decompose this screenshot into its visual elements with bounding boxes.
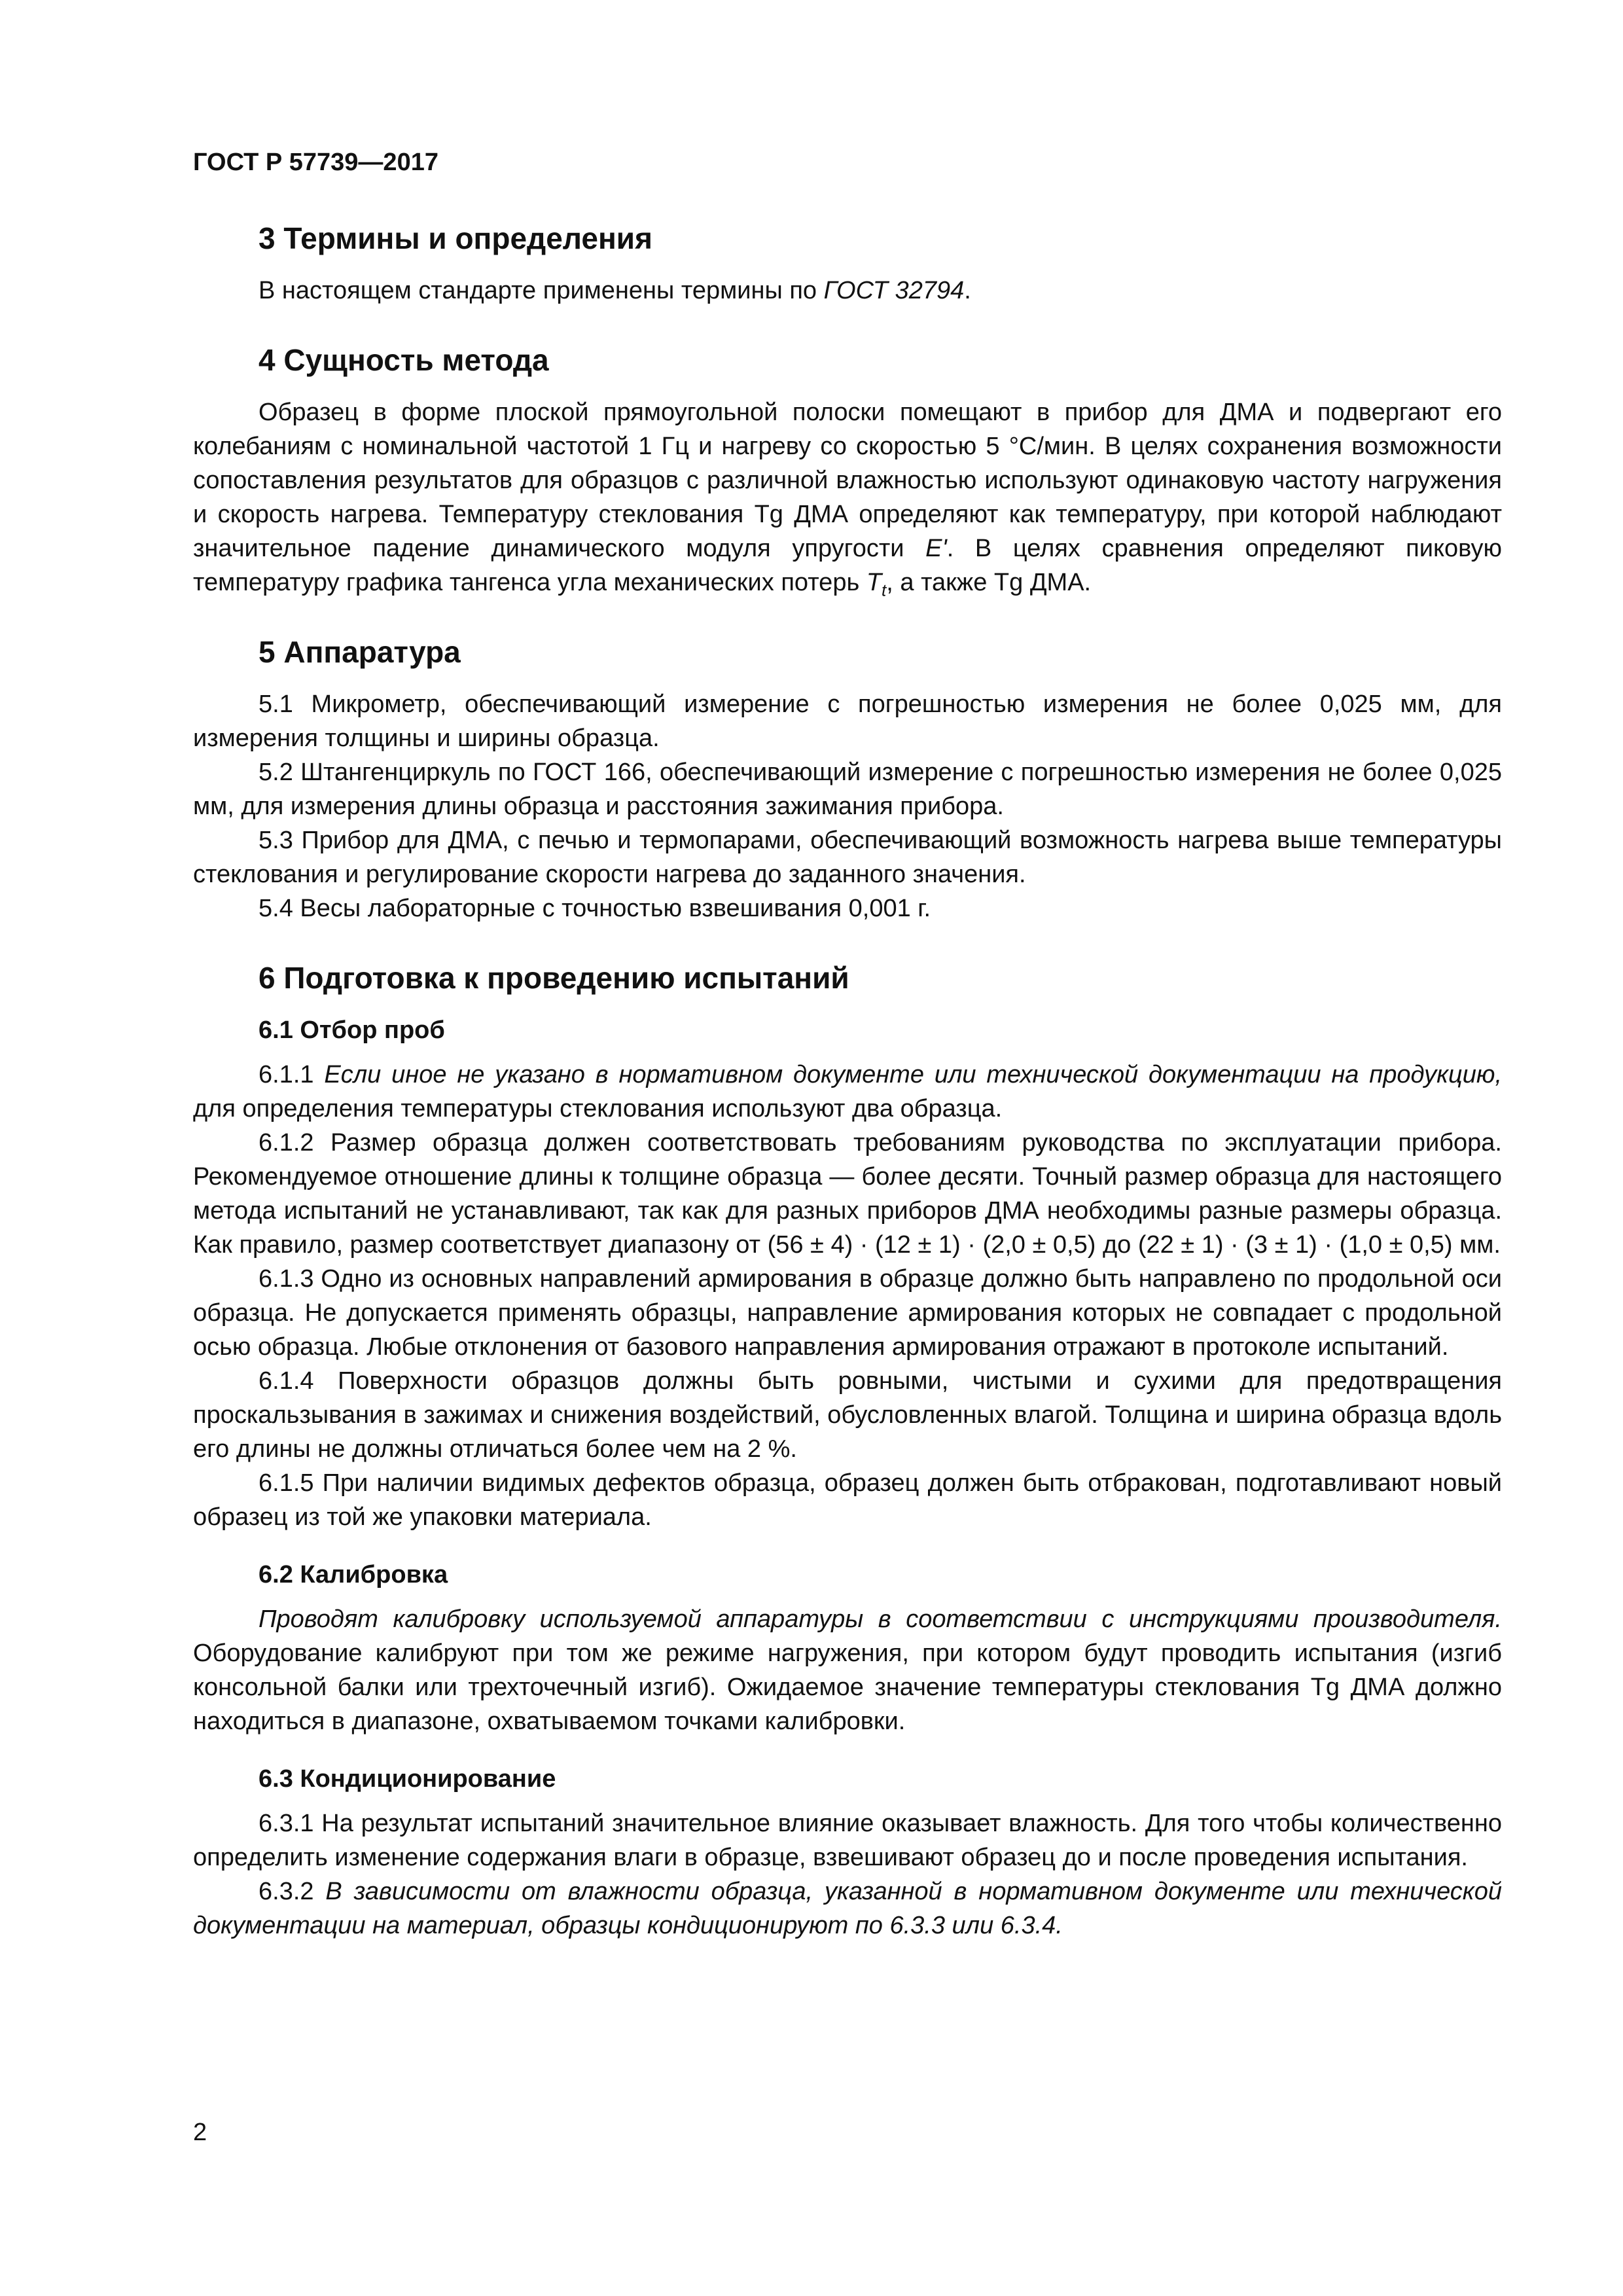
clause-6-3-1: 6.3.1 На результат испытаний значительное влияние оказывает влажность. Для того чтобы количественно определить изменение содержания влаги в образце, взвешивают образец до и после проведения испытания. <box>193 1810 1502 1871</box>
document-page <box>193 145 1502 1975</box>
subsection-6-3 <box>193 1762 1502 1943</box>
clause-6-3-2 <box>193 1874 1502 1943</box>
section-4-paragraph <box>193 395 1502 600</box>
section-6 <box>193 958 1502 1943</box>
clause-6-1-1 <box>193 1058 1502 1126</box>
document-header: ГОСТ Р 57739—2017 <box>193 149 438 176</box>
subsection-6-2-title: 6.2 Калибровка <box>259 1561 448 1588</box>
clause-6-1-4: 6.1.4 Поверхности образцов должны быть ровными, чистыми и сухими для предотвращения проскальзывания в зажимах и снижения воздействий, обусловленных влагой. Толщина и ширина образца вдоль его длины не должны отличаться более чем на 2 %. <box>193 1367 1502 1463</box>
section-3 <box>193 219 1502 308</box>
clause-5-2: 5.2 Штангенциркуль по ГОСТ 166, обеспечивающий измерение с погрешностью измерения не более 0,025 мм, для измерения длины образца и расстояния зажимания прибора. <box>193 759 1502 820</box>
section-3-text: В настоящем стандарте применены термины по <box>259 277 824 304</box>
clause-6-2-text: Оборудование калибруют при том же режиме нагружения, при котором будут проводить испытания (изгиб консольной балки или трехточечный изгиб). Ожидаемое значение температуры стеклования Tg ДМА должно находиться в диапазоне, охватываемом точками калибровки. <box>193 1640 1502 1735</box>
section-4-text-c: , а также Tg ДМА. <box>886 569 1092 596</box>
section-4-text-a: Образец в форме плоской прямоугольной полоски помещают в прибор для ДМА и подвергают его колебаниям с номинальной частотой 1 Гц и нагреву со скоростью 5 °С/мин. В целях сохранения возможности сопоставления результатов для образцов с различной влажностью используют одинаковую частоту нагружения и скорость нагрева. Температуру стеклования Tg ДМА определяют как температуру, при которой наблюдают значительное падение динамического модуля упругости <box>193 399 1502 562</box>
modulus-symbol: E' <box>925 535 947 562</box>
clause-6-1-2: 6.1.2 Размер образца должен соответствовать требованиям руководства по эксплуатации прибора. Рекомендуемое отношение длины к толщине образца — более десяти. Точный размер образца для настоящего метода испытаний не устанавливают, так как для разных приборов ДМА необходимы разные размеры образца. Как правило, размер соответствует диапазону от (56 ± 4) · (12 ± 1) · (2,0 ± 0,5) до (22 ± 1) · (3 ± 1) · (1,0 ± 0,5) мм. <box>193 1129 1502 1259</box>
section-4-text-b: . В целях сравнения определяют пиковую температуру графика тангенса угла механических потерь <box>193 535 1502 596</box>
clause-6-1-1-italic: Если иное не указано в нормативном документе или технической документации на продукцию, <box>324 1061 1502 1088</box>
section-3-title: 3 Термины и определения <box>259 221 652 255</box>
clause-6-1-5: 6.1.5 При наличии видимых дефектов образца, образец должен быть отбракован, подготавливают новый образец из той же упаковки материала. <box>193 1469 1502 1531</box>
clause-6-2 <box>193 1602 1502 1738</box>
section-4-title: 4 Сущность метода <box>259 343 549 377</box>
subsection-6-1 <box>193 1013 1502 1534</box>
clause-6-1-1-number: 6.1.1 <box>259 1061 325 1088</box>
subsection-6-3-title: 6.3 Кондиционирование <box>259 1765 556 1793</box>
clause-6-1-1-text: для определения температуры стеклования используют два образца. <box>193 1095 1003 1122</box>
standard-reference: ГОСТ 32794 <box>823 277 965 304</box>
clause-6-1-3: 6.1.3 Одно из основных направлений армирования в образце должно быть направлено по продольной оси образца. Не допускается применять образцы, направление армирования которых не совпадает с продольной осью образца. Любые отклонения от базового направления армирования отражают в протоколе испытаний. <box>193 1265 1502 1361</box>
section-3-paragraph <box>193 274 1502 308</box>
temperature-symbol: T <box>866 569 882 596</box>
temperature-subscript: t <box>882 580 887 600</box>
section-6-title: 6 Подготовка к проведению испытаний <box>259 961 849 995</box>
section-5-title: 5 Аппаратура <box>259 635 461 669</box>
subsection-6-2 <box>193 1558 1502 1738</box>
section-4 <box>193 340 1502 600</box>
clause-6-3-2-italic: В зависимости от влажности образца, указанной в нормативном документе или технической документации на материал, образцы кондиционируют по 6.3.3 или 6.3.4. <box>193 1878 1502 1939</box>
section-5 <box>193 632 1502 925</box>
subsection-6-1-title: 6.1 Отбор проб <box>259 1016 445 1044</box>
section-3-text-end: . <box>964 277 971 304</box>
clause-6-3-2-number: 6.3.2 <box>259 1878 326 1905</box>
clause-5-3: 5.3 Прибор для ДМА, с печью и термопарами, обеспечивающий возможность нагрева выше температуры стеклования и регулирование скорости нагрева до заданного значения. <box>193 827 1502 888</box>
clause-5-1: 5.1 Микрометр, обеспечивающий измерение с погрешностью измерения не более 0,025 мм, для измерения толщины и ширины образца. <box>193 691 1502 752</box>
clause-5-4: 5.4 Весы лабораторные с точностью взвешивания 0,001 г. <box>259 895 931 922</box>
page-number: 2 <box>193 2119 207 2146</box>
clause-6-2-italic: Проводят калибровку используемой аппаратуры в соответствии с инструкциями производителя. <box>259 1605 1502 1633</box>
